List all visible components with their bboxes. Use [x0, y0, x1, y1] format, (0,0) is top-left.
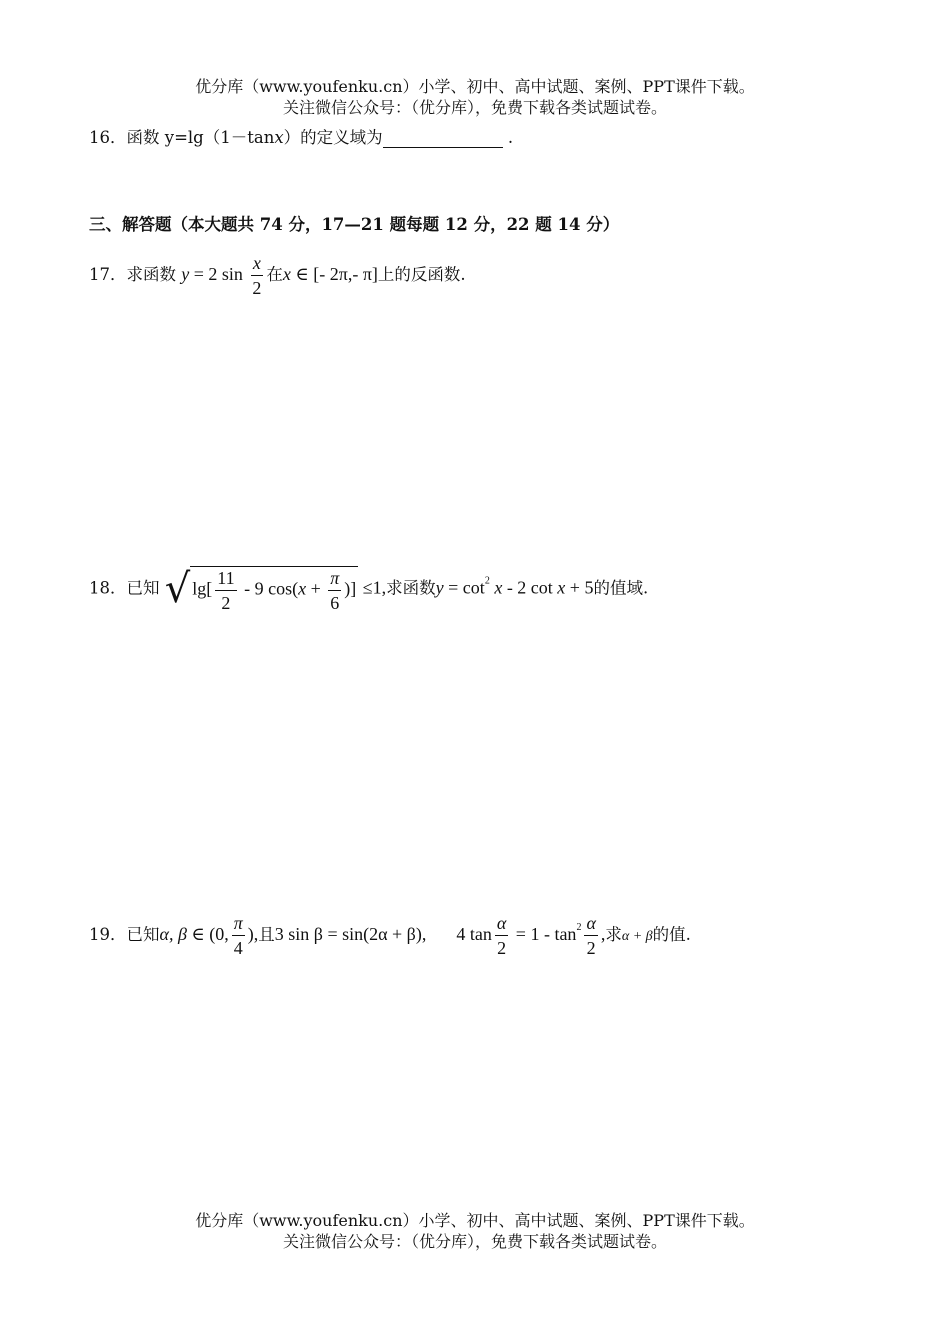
- math-sqrt-body: [190, 566, 358, 612]
- fraction-denominator: 4: [233, 938, 243, 958]
- math-fraction: [250, 254, 263, 297]
- math-expression: ≤1,: [358, 577, 387, 598]
- math-expression: lg[: [192, 578, 213, 599]
- question-text: 已知: [126, 578, 160, 598]
- question-number: 18．: [89, 578, 127, 598]
- fraction-numerator: x: [251, 254, 263, 276]
- math-expression: ,: [600, 924, 606, 944]
- math-variable: x: [298, 578, 307, 599]
- fraction-denominator: 6: [330, 593, 340, 613]
- question-19: [89, 914, 691, 957]
- question-text: 在: [266, 265, 283, 284]
- math-fraction: [328, 569, 341, 612]
- fraction-denominator: 2: [586, 938, 596, 958]
- math-variable: x: [489, 577, 503, 598]
- math-expression: +: [306, 578, 326, 599]
- question-text: .: [502, 128, 514, 147]
- question-text: 上的反函数.: [377, 265, 466, 284]
- math-expression: 3 sin β = sin(2α + β),: [274, 924, 427, 944]
- question-text: 求: [605, 925, 622, 944]
- math-expression: = cot: [443, 577, 485, 598]
- math-variable: x: [557, 577, 566, 598]
- math-variable: y: [435, 577, 444, 598]
- math-variable: x: [274, 128, 284, 147]
- fraction-denominator: 2: [497, 938, 507, 958]
- question-text: 且: [258, 925, 275, 944]
- math-fraction: [495, 914, 508, 957]
- math-variable: α + β: [621, 929, 653, 944]
- question-17: [89, 254, 466, 297]
- math-expression: - 9 cos(: [239, 578, 299, 599]
- sqrt-icon: √: [164, 566, 191, 612]
- math-expression: ),: [247, 924, 259, 944]
- page-footer-line2: 关注微信公众号：（优分库），免费下载各类试题试卷。: [282, 1232, 667, 1251]
- math-expression: ∈ (0,: [186, 924, 229, 944]
- question-number: 17．: [89, 265, 127, 284]
- page-header-line1: 优分库（www.youfenku.cn）小学、初中、高中试题、案例、PPT课件下载。: [195, 77, 755, 96]
- question-text: 求函数: [126, 265, 176, 284]
- answer-blank: [383, 131, 503, 148]
- question-text: 已知: [126, 925, 160, 944]
- fraction-numerator: π: [328, 569, 341, 591]
- fraction-denominator: 2: [252, 278, 262, 298]
- question-text: 的值.: [652, 925, 691, 944]
- math-expression: 4 tan: [456, 924, 492, 944]
- math-expression: ∈ [- 2π,- π]: [290, 264, 378, 284]
- fraction-numerator: π: [232, 914, 245, 936]
- math-exponent: 2: [576, 922, 582, 933]
- question-text: 的值域.: [593, 578, 649, 598]
- math-variable: y: [181, 264, 190, 284]
- fraction-numerator: α: [495, 914, 508, 936]
- math-expression: + 5: [565, 577, 594, 598]
- fraction-numerator: 11: [215, 569, 236, 591]
- fraction-denominator: 2: [221, 593, 231, 613]
- math-variable: α, β: [159, 924, 187, 944]
- question-text: 求函数: [386, 578, 436, 598]
- math-variable: x: [282, 264, 291, 284]
- math-expression: = 1 - tan: [511, 924, 577, 944]
- math-fraction: [215, 569, 236, 612]
- question-number: 16．: [89, 128, 127, 147]
- math-exponent: 2: [484, 575, 490, 587]
- question-18: [89, 566, 648, 612]
- question-16: [89, 124, 513, 148]
- section-title: 三、解答题（本大题共 74 分，17—21 题每题 12 分，22 题 14 分）: [89, 215, 620, 234]
- question-text: ）的定义域为: [283, 128, 383, 147]
- math-fraction: [232, 914, 245, 957]
- fraction-numerator: α: [584, 914, 597, 936]
- math-fraction: [584, 914, 597, 957]
- page-header-line2: 关注微信公众号：（优分库），免费下载各类试题试卷。: [282, 98, 667, 117]
- math-expression: )]: [344, 578, 357, 599]
- question-text: 函数 y=lg（1－tan: [126, 128, 275, 147]
- math-expression: = 2 sin: [189, 264, 248, 284]
- page-footer-line1: 优分库（www.youfenku.cn）小学、初中、高中试题、案例、PPT课件下载。: [195, 1211, 755, 1230]
- math-expression: - 2 cot: [502, 577, 558, 598]
- question-number: 19．: [89, 925, 127, 944]
